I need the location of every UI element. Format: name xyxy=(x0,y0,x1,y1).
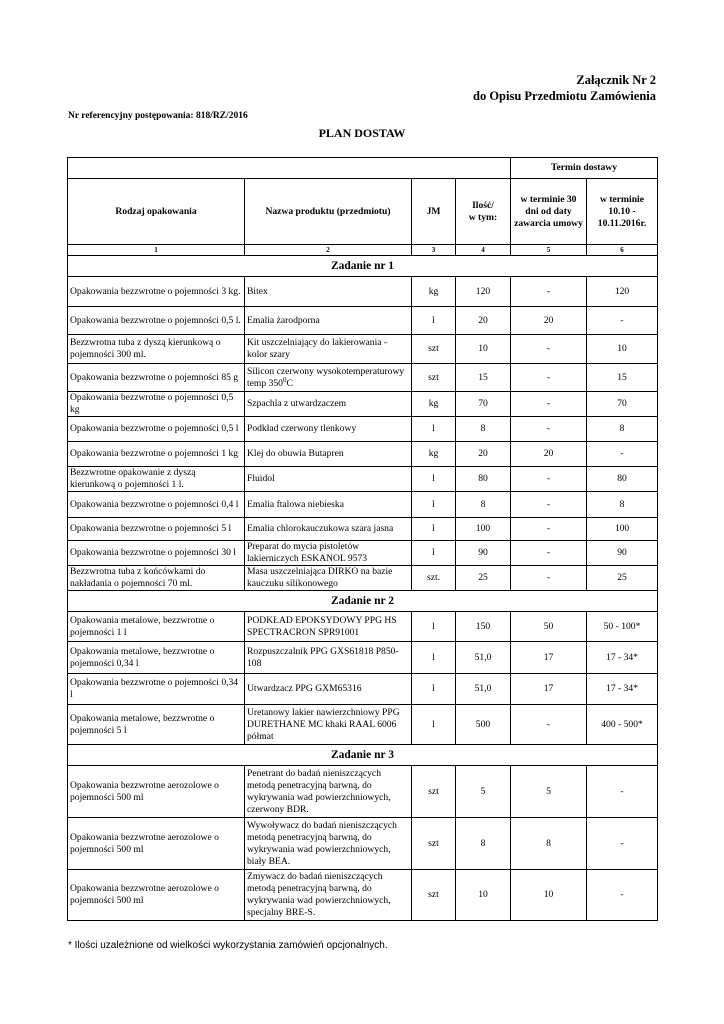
unit-cell: kg xyxy=(412,392,456,417)
unit-cell: l xyxy=(412,705,456,745)
quantity-cell: 70 xyxy=(456,392,511,417)
product-name: Silicon czerwony wysokotemperaturowy temp 350 xyxy=(247,365,405,389)
term-30-days-cell: - xyxy=(511,467,587,492)
product-name: Wywoływacz do badań nieniszczących metodą penetracyjną barwną, do wykrywania wad powierzchniowych, biały BEA. xyxy=(247,819,397,867)
table-row xyxy=(68,442,658,467)
product-cell xyxy=(245,467,412,492)
unit-cell: szt xyxy=(412,766,456,818)
quantity-cell: 8 xyxy=(456,492,511,518)
term-30-days-cell: - xyxy=(511,364,587,392)
product-name: PODKŁAD EPOKSYDOWY PPG HS SPECTRACRON SPR91001 xyxy=(247,614,397,638)
section-title: Zadanie nr 3 xyxy=(68,745,658,766)
product-name: Podkład czerwony tlenkowy xyxy=(247,423,357,434)
quantity-cell: 80 xyxy=(456,467,511,492)
table-row xyxy=(68,818,658,870)
column-number: 1 xyxy=(68,245,245,256)
packaging-cell: Bezzwrotna tuba z dyszą kierunkową o pojemności 300 ml. xyxy=(68,335,245,364)
packaging-cell: Opakowania metalowe, bezzwrotne o pojemności 1 l xyxy=(68,612,245,642)
term-30-days-cell: - xyxy=(511,566,587,591)
quantity-cell: 5 xyxy=(456,766,511,818)
table-row xyxy=(68,674,658,705)
unit-cell: kg xyxy=(412,277,456,307)
column-header-term-30-days: w terminie 30 dni od daty zawarcia umowy xyxy=(511,179,587,245)
table-row xyxy=(68,417,658,442)
product-name: Zmywacz do badań nieniszczących metodą penetracyjną barwną, do wykrywania wad powierzchniowych, specjalny BRE-S. xyxy=(247,871,391,918)
packaging-cell: Bezzwrotna tuba z końcówkami do nakładania o pojemności 70 ml. xyxy=(68,566,245,591)
term-dates-cell: 17 - 34* xyxy=(587,642,658,674)
column-header-quantity xyxy=(456,179,511,245)
quantity-cell: 90 xyxy=(456,541,511,566)
unit-cell: l xyxy=(412,492,456,518)
packaging-cell: Opakowania bezzwrotne o pojemności 0,5 l. xyxy=(68,307,245,335)
packaging-cell: Opakowania bezzwrotne o pojemności 0,5 l xyxy=(68,417,245,442)
unit-cell: l xyxy=(412,417,456,442)
table-row xyxy=(68,307,658,335)
unit-cell: l xyxy=(412,541,456,566)
product-name: Masa uszczelniająca DIRKO na bazie kauczuku silikonowego xyxy=(247,566,393,589)
term-dates-cell: 10 xyxy=(587,335,658,364)
column-number: 6 xyxy=(587,245,658,256)
table-row xyxy=(68,492,658,518)
quantity-cell: 100 xyxy=(456,518,511,541)
product-cell xyxy=(245,566,412,591)
packaging-cell: Opakowania bezzwrotne o pojemności 1 kg xyxy=(68,442,245,467)
product-cell xyxy=(245,492,412,518)
unit-cell: szt xyxy=(412,870,456,921)
table-row xyxy=(68,566,658,591)
product-cell xyxy=(245,417,412,442)
attachment-number: Załącznik Nr 2 xyxy=(576,73,656,87)
table-row xyxy=(68,612,658,642)
product-name: Preparat do mycia pistoletów lakierniczych ESKANOL 9573 xyxy=(247,541,368,564)
column-header-product: Nazwa produktu (przedmiotu) xyxy=(245,179,412,245)
quantity-cell: 10 xyxy=(456,335,511,364)
packaging-cell: Opakowania bezzwrotne o pojemności 85 g xyxy=(68,364,245,392)
term-dates-line3: 10.11.2016r. xyxy=(597,217,647,229)
term-30-days-cell: 20 xyxy=(511,442,587,467)
packaging-cell: Opakowania bezzwrotne o pojemności 3 kg. xyxy=(68,277,245,307)
unit-cell: szt xyxy=(412,335,456,364)
unit-cell: l xyxy=(412,612,456,642)
product-cell xyxy=(245,818,412,870)
product-name: Szpachla z utwardzaczem xyxy=(247,398,347,409)
delivery-term-header: Termin dostawy xyxy=(511,158,658,179)
packaging-cell: Opakowania metalowe, bezzwrotne o pojemności 5 l xyxy=(68,705,245,745)
column-header-packaging: Rodzaj opakowania xyxy=(68,179,245,245)
quantity-header-line1: Ilość/ xyxy=(472,199,494,211)
unit-cell: l xyxy=(412,307,456,335)
reference-number: Nr referencyjny postępowania: 818/RZ/2016 xyxy=(68,111,248,121)
product-superscript: 0 xyxy=(282,375,287,384)
unit-cell: szt. xyxy=(412,566,456,591)
product-cell xyxy=(245,642,412,674)
product-cell xyxy=(245,541,412,566)
quantity-cell: 8 xyxy=(456,818,511,870)
quantity-cell: 51,0 xyxy=(456,674,511,705)
product-name: Penetrant do badań nieniszczących metodą penetracyjną barwną, do wykrywania wad powierzchniowych, czerwony BDR. xyxy=(247,767,391,815)
product-cell xyxy=(245,705,412,745)
header-blank-cell xyxy=(68,158,245,179)
packaging-cell: Opakowania bezzwrotne o pojemności 0,4 l xyxy=(68,492,245,518)
table-row xyxy=(68,705,658,745)
table-row xyxy=(68,335,658,364)
term-30-days-cell: - xyxy=(511,492,587,518)
term-30-days-cell: - xyxy=(511,392,587,417)
term-dates-cell: 8 xyxy=(587,492,658,518)
column-header-term-dates xyxy=(587,179,658,245)
quantity-header-line2: w tym: xyxy=(468,211,498,223)
term-30-days-cell: - xyxy=(511,705,587,745)
quantity-cell: 25 xyxy=(456,566,511,591)
quantity-cell: 51,0 xyxy=(456,642,511,674)
term-30-days-cell: 17 xyxy=(511,674,587,705)
term-dates-cell: 17 - 34* xyxy=(587,674,658,705)
header-blank-cell xyxy=(412,158,456,179)
header-blank-cell xyxy=(245,158,412,179)
column-header-unit: JM xyxy=(412,179,456,245)
term-dates-cell: 80 xyxy=(587,467,658,492)
quantity-cell: 500 xyxy=(456,705,511,745)
column-number: 4 xyxy=(456,245,511,256)
product-cell xyxy=(245,766,412,818)
table-row xyxy=(68,277,658,307)
product-cell xyxy=(245,364,412,392)
column-number: 5 xyxy=(511,245,587,256)
term-dates-cell: 90 xyxy=(587,541,658,566)
term-30-days-cell: - xyxy=(511,277,587,307)
term-30-days-cell: 20 xyxy=(511,307,587,335)
term-30-days-cell: 17 xyxy=(511,642,587,674)
unit-cell: l xyxy=(412,674,456,705)
term-dates-cell: - xyxy=(587,307,658,335)
product-cell xyxy=(245,518,412,541)
product-cell xyxy=(245,870,412,921)
quantity-cell: 120 xyxy=(456,277,511,307)
product-cell xyxy=(245,612,412,642)
product-name: Klej do obuwia Butapren xyxy=(247,448,344,459)
quantity-cell: 150 xyxy=(456,612,511,642)
table-row xyxy=(68,364,658,392)
term-dates-cell: - xyxy=(587,766,658,818)
table-row xyxy=(68,392,658,417)
product-name: Fluidol xyxy=(247,473,275,484)
packaging-cell: Opakowania bezzwrotne aerozolowe o pojemności 500 ml xyxy=(68,818,245,870)
table-row xyxy=(68,518,658,541)
packaging-cell: Opakowania bezzwrotne aerozolowe o pojemności 500 ml xyxy=(68,870,245,921)
term-dates-cell: 50 - 100* xyxy=(587,612,658,642)
term-dates-cell: - xyxy=(587,870,658,921)
column-number: 3 xyxy=(412,245,456,256)
term-30-days-cell: 10 xyxy=(511,870,587,921)
footnote: * Ilości uzależnione od wielkości wykorzystania zamówień opcjonalnych. xyxy=(68,940,388,951)
product-name: Bitex xyxy=(247,285,268,297)
product-cell xyxy=(245,335,412,364)
term-dates-cell: 400 - 500* xyxy=(587,705,658,745)
product-name: Utwardzacz PPG GXM65316 xyxy=(247,683,362,694)
column-number: 2 xyxy=(245,245,412,256)
term-dates-cell: 70 xyxy=(587,392,658,417)
term-30-days-cell: 5 xyxy=(511,766,587,818)
term-dates-line2: 10.10 - xyxy=(608,205,636,217)
unit-cell: szt xyxy=(412,818,456,870)
table-row xyxy=(68,541,658,566)
section-title: Zadanie nr 2 xyxy=(68,591,658,612)
packaging-cell: Bezzwrotne opakowanie z dyszą kierunkową o pojemności 1 l. xyxy=(68,467,245,492)
product-name: Emalia żarodporna xyxy=(247,314,320,326)
packaging-cell: Opakowania bezzwrotne o pojemności 30 l xyxy=(68,541,245,566)
term-dates-line1: w terminie xyxy=(600,193,644,205)
term-30-days-cell: 8 xyxy=(511,818,587,870)
product-cell xyxy=(245,674,412,705)
unit-cell: szt xyxy=(412,364,456,392)
product-name: Emalia ftalowa niebieska xyxy=(247,498,344,510)
product-suffix: C xyxy=(286,377,293,389)
product-name: Kit uszczelniający do lakierowania - kolor szary xyxy=(247,337,388,360)
term-30-days-cell: 50 xyxy=(511,612,587,642)
page-title: PLAN DOSTAW xyxy=(318,126,406,140)
table-row xyxy=(68,467,658,492)
attachment-subtitle: do Opisu Przedmiotu Zamówienia xyxy=(473,89,656,103)
product-cell xyxy=(245,307,412,335)
delivery-plan-table xyxy=(67,157,658,921)
unit-cell: kg xyxy=(412,442,456,467)
quantity-cell: 15 xyxy=(456,364,511,392)
table-row xyxy=(68,870,658,921)
product-name: Emalia chlorokauczukowa szara jasna xyxy=(247,523,394,534)
quantity-cell: 10 xyxy=(456,870,511,921)
term-dates-cell: 15 xyxy=(587,364,658,392)
quantity-cell: 20 xyxy=(456,442,511,467)
term-30-days-cell: - xyxy=(511,335,587,364)
term-dates-cell: 100 xyxy=(587,518,658,541)
quantity-cell: 20 xyxy=(456,307,511,335)
term-30-days-cell: - xyxy=(511,541,587,566)
product-cell xyxy=(245,392,412,417)
product-cell xyxy=(245,277,412,307)
packaging-cell: Opakowania bezzwrotne aerozolowe o pojemności 500 ml xyxy=(68,766,245,818)
unit-cell: l xyxy=(412,467,456,492)
product-name: Rozpuszczalnik PPG GXS61818 P850-108 xyxy=(247,645,399,669)
table-row xyxy=(68,766,658,818)
product-name: Uretanowy lakier nawierzchniowy PPG DURETHANE MC khaki RAAL 6006 półmat xyxy=(247,706,400,742)
packaging-cell: Opakowania bezzwrotne o pojemności 0,5 kg xyxy=(68,392,245,417)
packaging-cell: Opakowania bezzwrotne o pojemności 0,34 l xyxy=(68,674,245,705)
term-dates-cell: - xyxy=(587,818,658,870)
packaging-cell: Opakowania bezzwrotne o pojemności 5 l xyxy=(68,518,245,541)
term-dates-cell: 8 xyxy=(587,417,658,442)
product-cell xyxy=(245,442,412,467)
term-dates-cell: 25 xyxy=(587,566,658,591)
unit-cell: l xyxy=(412,642,456,674)
term-dates-cell: 120 xyxy=(587,277,658,307)
term-30-days-cell: - xyxy=(511,518,587,541)
packaging-cell: Opakowania metalowe, bezzwrotne o pojemności 0,34 l xyxy=(68,642,245,674)
table-row xyxy=(68,642,658,674)
header-blank-cell xyxy=(456,158,511,179)
unit-cell: l xyxy=(412,518,456,541)
term-dates-cell: - xyxy=(587,442,658,467)
quantity-cell: 8 xyxy=(456,417,511,442)
section-title: Zadanie nr 1 xyxy=(68,256,658,277)
term-30-days-cell: - xyxy=(511,417,587,442)
